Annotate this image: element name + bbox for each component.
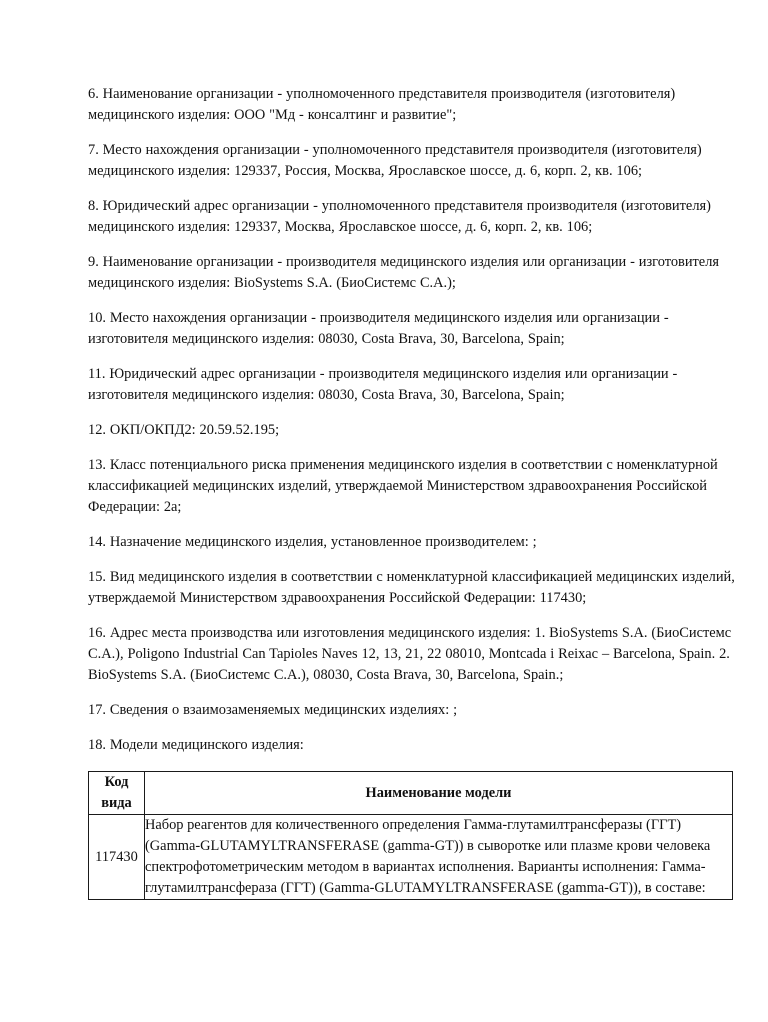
paragraph-item-9: 9. Наименование организации - производителя медицинского изделия или организации - изготовителя медицинского изделия: BioSystems S.A. (БиоСистемс С.А.); [88, 254, 719, 291]
cell-model-name-value: Набор реагентов для количественного определения Гамма-глутамилтрансферазы (ГГТ) (Gamma-GLUTAMYLTRANSFERASE (gamma-GT)) в сыворотке или плазме крови человека спектрофотометрическим методом в вариантах исполнения. Варианты исполнения: Гамма-глутамилтрансфераза (ГГТ) (Gamma-GLUTAMYLTRANSFERASE (gamma-GT)), в составе: [145, 815, 733, 900]
paragraph-item-18: 18. Модели медицинского изделия: [88, 737, 304, 753]
column-header-model-name: Наименование модели [145, 772, 733, 815]
cell-code-value: 117430 [89, 815, 145, 900]
models-table-container [88, 771, 733, 900]
models-table-body [89, 815, 733, 900]
table-row [89, 815, 733, 900]
table-header-row [89, 772, 733, 815]
paragraph-item-16: 16. Адрес места производства или изготовления медицинского изделия: 1. BioSystems S.A. (БиоСистемс С.А.), Poligono Industrial Can Tapioles Naves 12, 13, 21, 22 08010, Montcada i Reixac – Barcelona, Spain. 2. BioSystems S.A. (БиоСистемс С.А.), 08030, Costa Brava, 30, Barcelona, Spain.; [88, 625, 732, 683]
paragraph-item-8: 8. Юридический адрес организации - уполномоченного представителя производителя (изготовителя) медицинского изделия: 129337, Москва, Ярославское шоссе, д. 6, корп. 2, кв. 106; [88, 198, 711, 235]
paragraph-item-17: 17. Сведения о взаимозаменяемых медицинских изделиях: ; [88, 702, 458, 718]
column-header-code [89, 772, 145, 815]
paragraph-item-7: 7. Место нахождения организации - уполномоченного представителя производителя (изготовителя) медицинского изделия: 129337, Россия, Москва, Ярославское шоссе, д. 6, корп. 2, кв. 106; [88, 142, 702, 179]
models-table-header [89, 772, 733, 815]
models-table [88, 771, 733, 900]
column-header-code-line1: Код [104, 774, 129, 790]
paragraph-item-12: 12. ОКП/ОКПД2: 20.59.52.195; [88, 422, 280, 438]
paragraph-item-14: 14. Назначение медицинского изделия, установленное производителем: ; [88, 534, 537, 550]
paragraph-item-10: 10. Место нахождения организации - производителя медицинского изделия или организации - изготовителя медицинского изделия: 08030, Costa Brava, 30, Barcelona, Spain; [88, 310, 669, 347]
paragraph-item-15: 15. Вид медицинского изделия в соответствии с номенклатурной классификацией медицинских изделий, утверждаемой Министерством здравоохранения Российской Федерации: 117430; [88, 569, 735, 606]
paragraph-item-13: 13. Класс потенциального риска применения медицинского изделия в соответствии с номенклатурной классификацией медицинских изделий, утверждаемой Министерством здравоохранения Российской Федерации: 2а; [88, 457, 718, 515]
paragraph-item-6: 6. Наименование организации - уполномоченного представителя производителя (изготовителя) медицинского изделия: ООО "Мд - консалтинг и развитие"; [88, 86, 676, 123]
paragraph-item-11: 11. Юридический адрес организации - производителя медицинского изделия или организации - изготовителя медицинского изделия: 08030, Costa Brava, 30, Barcelona, Spain; [88, 366, 678, 403]
column-header-code-line2: вида [101, 795, 132, 811]
